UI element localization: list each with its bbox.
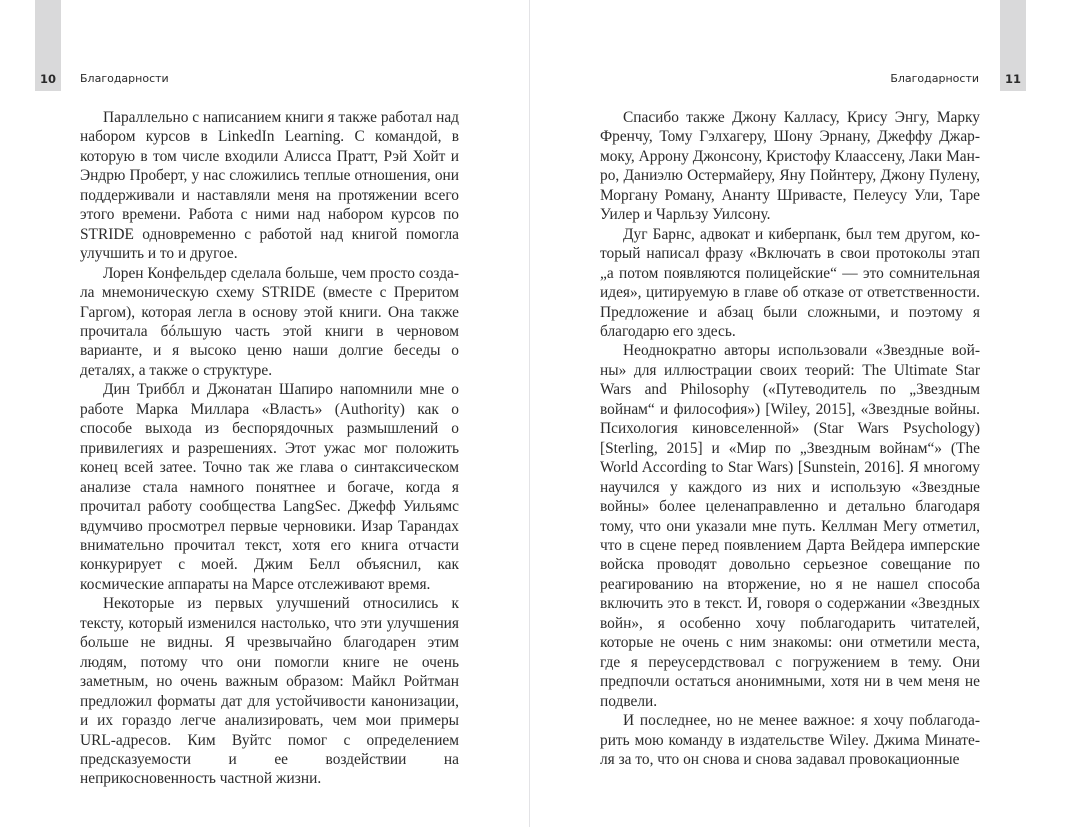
paragraph: Лорен Конфельдер сделала больше, чем просто создала мнемоническую схему STRIDE (вместе с Преритом Гаргом), которая легла в основу этой книги. Она также прочитала бóльшую часть этой книги в черновом варианте, и я высоко ценю наши долгие беседы о деталях, а также о структуре. [80, 264, 459, 379]
left-running-head: Благодарности [80, 72, 169, 85]
page-gutter-divider [529, 0, 530, 827]
paragraph: Дуг Барнс, адвокат и киберпанк, был тем другом, который написал фразу «Включать в свои протоколы этап „а потом появляются полицейские“ — это сомнительная идея», цитируемую в главе об отказе от ответственности. Предложение и абзац были сложными, и поэтому я благодарю его здесь. [600, 225, 980, 340]
paragraph: Неоднократно авторы использовали «Звездные войны» для иллюстрации своих теорий: The Ultimate Star Wars and Philosophy («Путеводитель по „Звездным войнам“ и философия») [Wiley, 2015], «Звездные войны. Психология киновселенной» (Star Wars Psychology) [Sterling, 2015] и «Мир по „Звездным войнам“» (The World According to Star Wars) [Sunstein, 2016]. Я многому научился у каждого из них и использую «Звездные войны» более целенаправленно и детально благодаря тому, что они указали мне путь. Келлман Мегу отметил, что в сцене перед появлением Дарта Вейдера имперские войска проводят довольно серьезное совещание по реагированию на вторжение, но я не нашел способа включить это в текст. И, говоря о содержании «Звездных войн», я особенно хочу поблагодарить читателей, которые не очень с ним знакомы: они отметили места, где я переусердствовал с погружением в тему. Они предпочли остаться анонимными, хотя ни в чем меня не подвели. [600, 342, 980, 710]
paragraph: Параллельно с написанием книги я также работал над набором курсов в LinkedIn Learning. С командой, в которую в том числе входили Алисса Пратт, Рэй Хойт и Эндрю Проберт, у нас сложились теплые отношения, они поддерживали и наставляли меня на протяжении всего этого времени. Работа с ними над набором курсов по STRIDE одновременно с работой над книгой помогла улучшить и то и другое. [80, 109, 459, 263]
paragraph: Дин Триббл и Джонатан Шапиро напомнили мне о работе Марка Миллара «Власть» (Authority) как о способе выхода из беспорядочных размышлений о привилегиях и разрешениях. Этот ужас мог положить конец всей затее. Точно так же глава о синтаксическом анализе стала намного понятнее и богаче, когда я прочитал работу сообщества LangSec. Джефф Уильямс вдумчиво просмотрел первые черновики. Изар Тарандах внимательно прочитал текст, хотя его книга отчасти конкурирует с моей. Джим Белл объяснил, как космические аппараты на Марсе отслеживают время. [80, 381, 459, 593]
paragraph: Спасибо также Джону Калласу, Крису Энгу, Марку Френчу, Тому Гэлхагеру, Шону Эрнану, Джеффу Джармоку, Аррону Джонсону, Кристофу Клаассену, Лаки Манро, Даниэлю Остермайеру, Яну Пойнтеру, Джону Пулену, Моргану Роману, Ананту Шривасте, Пелеусу Ули, Таре Уилер и Чарльзу Уилсону. [600, 109, 980, 224]
left-page-body [80, 108, 459, 789]
right-page-body [600, 108, 980, 769]
paragraph: И последнее, но не менее важное: я хочу поблагодарить мою команду в издательстве Wiley. Джима Минателя за то, что он снова и снова задавал провокационные [600, 712, 980, 768]
paragraph: Некоторые из первых улучшений относились к тексту, который изменился настолько, что эти улучшения больше не видны. Я чрезвычайно благодарен этим людям, потому что они помогли книге не очень заметным, но очень важным образом: Майкл Ройтман предложил форматы дат для устойчивости канонизации, и их гораздо легче анализировать, чем мои примеры URL-адресов. Ким Вуйтс помог с определением предсказуемости и ее воздействии на неприкосновенность частной жизни. [80, 595, 459, 788]
left-page-number: 10 [39, 72, 56, 86]
right-page-number: 11 [1004, 72, 1021, 86]
right-running-head: Благодарности [890, 72, 979, 85]
